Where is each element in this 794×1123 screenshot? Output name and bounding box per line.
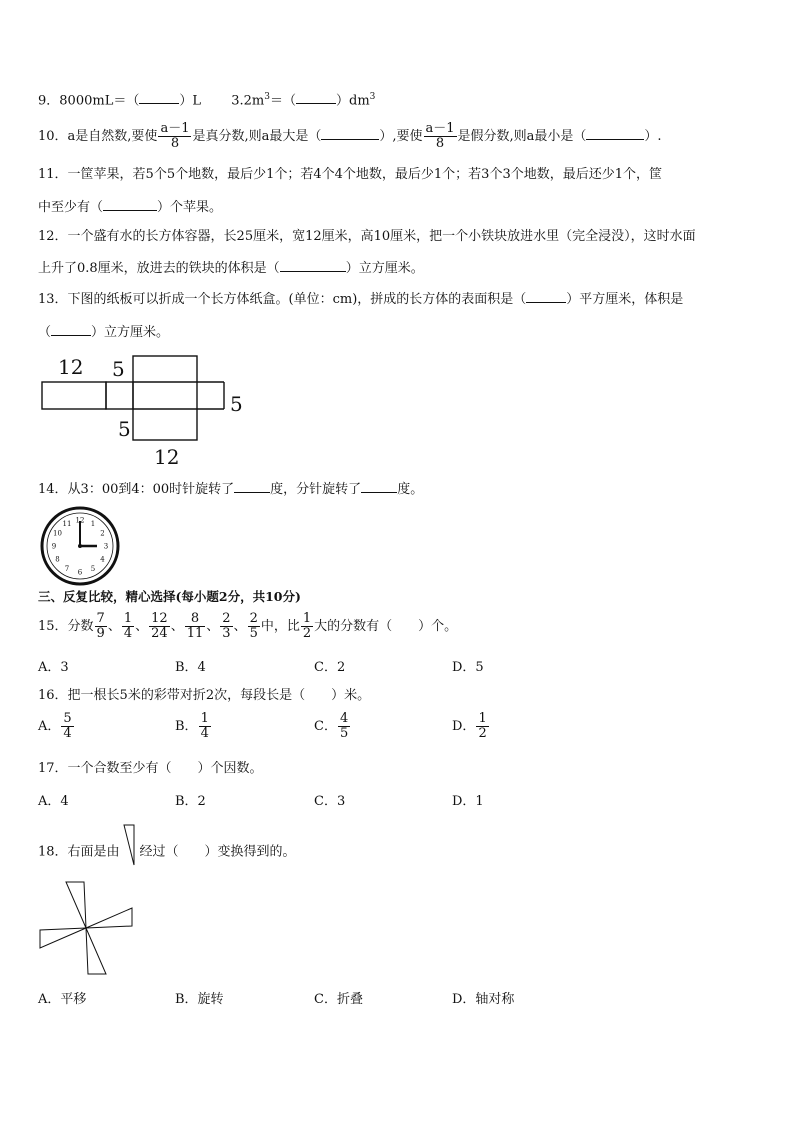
- clock-numeral: 12: [75, 516, 85, 525]
- blade-bottom: [86, 928, 106, 974]
- option-a[interactable]: A．3: [38, 660, 69, 675]
- answer-blank[interactable]: [321, 127, 379, 140]
- option-b[interactable]: B．4: [175, 660, 206, 675]
- question-11-line2: 中至少有（ ）个苹果。: [38, 200, 223, 215]
- section-3-title: 三、反复比较，精心选择(每小题2分，共10分): [38, 589, 301, 604]
- question-13-line2: （ ）立方厘米。: [38, 325, 170, 340]
- blade-top: [66, 882, 86, 928]
- fraction: $\frac{1}{2}$: [302, 611, 312, 641]
- answer-blank[interactable]: [296, 91, 336, 104]
- option-c[interactable]: C． $\frac{4}{5}$: [314, 711, 349, 741]
- clock-numeral: 5: [90, 565, 96, 573]
- option-d[interactable]: D．1: [452, 794, 484, 809]
- label-bottom: 12: [154, 445, 180, 469]
- blade-left: [40, 928, 86, 948]
- option-d[interactable]: D．轴对称: [452, 992, 515, 1007]
- clock-numeral: 3: [103, 542, 109, 551]
- answer-blank[interactable]: [280, 259, 346, 272]
- question-16: 16．把一根长5米的彩带对折2次，每段长是（ ）米。: [38, 688, 371, 703]
- question-15: 15．分数 $\frac{7}{9}$ 、 $\frac{1}{4}$ 、 $\frac{12}{24}$ 、 $\frac{8}{11}$ 、 $\frac{2}{3}$ 、 $\frac{2}{5}$ 中，比 $\frac{1}{2}$ 大的分数有（ ）个。: [38, 611, 458, 641]
- fraction: $\frac{a-1}{8}$: [425, 121, 455, 151]
- option-a[interactable]: A．4: [38, 794, 69, 809]
- answer-blank[interactable]: [51, 323, 91, 336]
- clock-numeral: 6: [77, 568, 83, 577]
- answer-blank[interactable]: [586, 127, 644, 140]
- clock-numeral: 11: [62, 520, 72, 528]
- question-18: 18．右面是由 经过（ ）变换得到的。: [38, 837, 296, 867]
- fraction: $\frac{2}{5}$: [249, 611, 258, 641]
- question-14: 14．从3：00到4：00时针旋转了 度，分针旋转了 度。: [38, 482, 424, 497]
- clock-figure: [39, 505, 123, 587]
- clock-numeral: 7: [64, 565, 70, 573]
- windmill-figure: [36, 878, 136, 978]
- fraction: $\frac{7}{9}$: [96, 611, 105, 641]
- fraction: $\frac{2}{3}$: [222, 611, 231, 641]
- option-d[interactable]: D． $\frac{1}{2}$: [452, 711, 487, 741]
- fraction: $\frac{8}{11}$: [186, 611, 204, 641]
- net-face-mid: [106, 382, 133, 409]
- blade-right: [86, 908, 132, 928]
- question-11-line1: 11．一筐苹果，若5个5个地数，最后少1个；若4个4个地数，最后少1个；若3个3个地数，最后还少1个，筐: [38, 167, 662, 182]
- answer-blank[interactable]: [361, 480, 397, 493]
- option-a[interactable]: A．平移: [38, 992, 87, 1007]
- answer-blank[interactable]: [103, 198, 157, 211]
- clock-numeral: 1: [90, 520, 96, 528]
- question-12-line1: 12．一个盛有水的长方体容器，长25厘米，宽12厘米，高10厘米，把一个小铁块放进水里（完全浸没），这时水面: [38, 229, 696, 244]
- label-top-mid: 5: [112, 357, 125, 381]
- label-right: 5: [230, 392, 243, 416]
- question-9: 9．8000mL＝（ ）L $3.2m^3=$（ ）$dm^3$: [38, 92, 376, 109]
- net-face-front: [133, 356, 197, 440]
- option-d[interactable]: D．5: [452, 660, 484, 675]
- question-12-line2: 上升了0.8厘米，放进去的铁块的体积是（ ）立方厘米。: [38, 261, 424, 276]
- question-10: 10．a是自然数,要使 $\frac{a-1}{8}$ 是真分数,则a最大是（ ）,要使 $\frac{a-1}{8}$ 是假分数,则a最小是（ ）.: [38, 121, 662, 151]
- fraction: $\frac{a-1}{8}$: [160, 121, 190, 151]
- clock-numeral: 10: [53, 529, 62, 538]
- label-top-left: 12: [58, 355, 84, 379]
- option-b[interactable]: B．2: [175, 794, 206, 809]
- net-face-left: [42, 382, 106, 409]
- answer-blank[interactable]: [526, 290, 566, 303]
- label-bottom-mid: 5: [118, 417, 131, 441]
- option-c[interactable]: C．2: [314, 660, 346, 675]
- option-a[interactable]: A． $\frac{5}{4}$: [38, 711, 72, 741]
- question-17: 17．一个合数至少有（ ）个因数。: [38, 761, 263, 776]
- clock-numeral: 8: [55, 555, 60, 564]
- question-13-line1: 13．下图的纸板可以折成一个长方体纸盒。(单位：cm)，拼成的长方体的表面积是（ ）平方厘米，体积是: [38, 292, 684, 307]
- answer-blank[interactable]: [139, 91, 179, 104]
- clock-numeral: 2: [100, 529, 105, 538]
- clock-numeral: 4: [100, 555, 105, 564]
- fraction: $\frac{12}{24}$: [151, 611, 168, 641]
- fraction: $\frac{1}{4}$: [123, 611, 133, 641]
- option-c[interactable]: C．3: [314, 794, 346, 809]
- box-net-figure: [36, 352, 256, 470]
- option-b[interactable]: B．旋转: [175, 992, 224, 1007]
- answer-blank[interactable]: [234, 480, 270, 493]
- clock-numeral: 9: [51, 542, 57, 551]
- triangle-shape-icon: [122, 823, 138, 867]
- option-c[interactable]: C．折叠: [314, 992, 363, 1007]
- option-b[interactable]: B． $\frac{1}{4}$: [175, 711, 209, 741]
